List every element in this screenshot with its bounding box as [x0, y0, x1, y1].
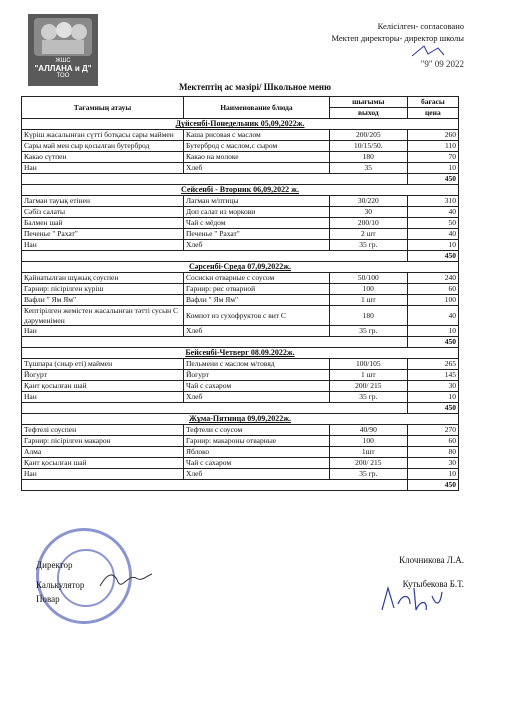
day-total: 450 — [407, 251, 458, 262]
dish-yield: 1шт — [329, 447, 407, 458]
dish-price: 60 — [407, 284, 458, 295]
dish-yield: 35 гр. — [329, 326, 407, 337]
logo-line3: ТОО — [56, 73, 70, 79]
dish-yield: 100 — [329, 284, 407, 295]
table-row — [22, 370, 459, 381]
dish-name-kz: Нан — [22, 326, 184, 337]
dish-name-kz: Нан — [22, 163, 184, 174]
dish-price: 40 — [407, 229, 458, 240]
day-heading-row — [22, 414, 459, 425]
day-title: Сәрсенбі-Среда 07,09,2022ж. — [22, 262, 459, 273]
header-row — [22, 97, 459, 108]
dish-yield: 100/105 — [329, 359, 407, 370]
dish-name-ru: Бутерброд с маслом,с сыром — [184, 141, 330, 152]
dish-yield: 2 шт — [329, 229, 407, 240]
dish-price: 110 — [407, 141, 458, 152]
table-row — [22, 207, 459, 218]
logo-emblem — [34, 18, 92, 56]
dish-yield: 35 гр. — [329, 469, 407, 480]
dish-name-ru: Чай с сахаром — [184, 458, 330, 469]
menu-body — [22, 119, 459, 491]
total-spacer — [22, 403, 408, 414]
label-cook: Повар — [36, 594, 60, 604]
dish-name-kz: Алма — [22, 447, 184, 458]
dish-name-ru: Яблоко — [184, 447, 330, 458]
table-row — [22, 458, 459, 469]
day-heading-row — [22, 185, 459, 196]
dish-yield: 1 шт — [329, 370, 407, 381]
approval-date: "9" 09 2022 — [420, 59, 464, 69]
total-spacer — [22, 480, 408, 491]
col-header-ru: Наименование блюда — [184, 97, 330, 119]
chef-figures-icon — [34, 18, 92, 56]
dish-name-kz: Тұшпара (сиыр еті) маймен — [22, 359, 184, 370]
dish-price: 70 — [407, 152, 458, 163]
col-header-yield-kz: шығымы — [329, 97, 407, 108]
col-header-kz: Тағамның атауы — [22, 97, 184, 119]
dish-yield: 30 — [329, 207, 407, 218]
table-row — [22, 326, 459, 337]
table-row — [22, 359, 459, 370]
dish-name-ru: Гарнир: макароны отварные — [184, 436, 330, 447]
dish-yield: 200/10 — [329, 218, 407, 229]
dish-yield: 40/90 — [329, 425, 407, 436]
dish-name-kz: Сары май мен сыр қосылған бутерброд — [22, 141, 184, 152]
logo-line1: ЖШС — [55, 58, 71, 64]
dish-name-ru: Сосиски отварные с соусом — [184, 273, 330, 284]
table-row — [22, 284, 459, 295]
dish-price: 30 — [407, 458, 458, 469]
day-total-row — [22, 337, 459, 348]
dish-price: 10 — [407, 469, 458, 480]
dish-price: 50 — [407, 218, 458, 229]
dish-name-ru: Хлеб — [184, 240, 330, 251]
dish-price: 40 — [407, 306, 458, 326]
approval-line2: Мектеп директоры- директор школы — [331, 33, 464, 43]
director-signature — [304, 44, 464, 58]
table-row — [22, 392, 459, 403]
dish-yield: 100 — [329, 436, 407, 447]
page-title: Мектептің ас мәзірі/ Школьное меню — [178, 82, 331, 92]
dish-yield: 35 гр. — [329, 240, 407, 251]
dish-name-ru: Каша рисовая с маслом — [184, 130, 330, 141]
dish-name-ru: Печенье " Рахат" — [184, 229, 330, 240]
day-total-row — [22, 403, 459, 414]
table-row — [22, 469, 459, 480]
dish-name-ru: Чай с мёдом — [184, 218, 330, 229]
dish-price: 10 — [407, 392, 458, 403]
total-spacer — [22, 337, 408, 348]
col-header-price-kz: бағасы — [407, 97, 458, 108]
dish-name-kz: Нан — [22, 240, 184, 251]
dish-yield: 180 — [329, 152, 407, 163]
cook-signature — [376, 582, 446, 616]
dish-price: 100 — [407, 295, 458, 306]
day-total: 450 — [407, 403, 458, 414]
table-row — [22, 130, 459, 141]
dish-name-ru: Хлеб — [184, 469, 330, 480]
dish-name-kz: Гарнир: пісірілген күріш — [22, 284, 184, 295]
dish-name-kz: Йогурт — [22, 370, 184, 381]
dish-name-kz: Какао сүтпен — [22, 152, 184, 163]
dish-name-kz: Күріш жасалынған сүтті ботқасы сары маймен — [22, 130, 184, 141]
col-header-yield-ru: выход — [329, 108, 407, 119]
dish-name-ru: Йогурт — [184, 370, 330, 381]
dish-name-ru: Лагман м/птицы — [184, 196, 330, 207]
table-row — [22, 229, 459, 240]
dish-yield: 30/220 — [329, 196, 407, 207]
table-row — [22, 240, 459, 251]
day-total-row — [22, 480, 459, 491]
name-director: Клочникова Л.А. — [399, 555, 464, 565]
dish-name-ru: Гарнир: рис отварной — [184, 284, 330, 295]
dish-price: 80 — [407, 447, 458, 458]
dish-name-ru: Хлеб — [184, 392, 330, 403]
dish-name-kz: Нан — [22, 469, 184, 480]
day-total-row — [22, 251, 459, 262]
dish-yield: 180 — [329, 306, 407, 326]
dish-price: 270 — [407, 425, 458, 436]
day-total-row — [22, 174, 459, 185]
col-header-price-ru: цена — [407, 108, 458, 119]
dish-name-kz: Қант қосылған шай — [22, 381, 184, 392]
dish-name-kz: Тефтелі соуспен — [22, 425, 184, 436]
table-row — [22, 218, 459, 229]
dish-name-kz: Сәбіз салаты — [22, 207, 184, 218]
dish-yield: 50/100 — [329, 273, 407, 284]
dish-price: 260 — [407, 130, 458, 141]
dish-yield: 35 гр. — [329, 392, 407, 403]
signature-labels — [36, 548, 84, 606]
dish-name-ru: Хлеб — [184, 326, 330, 337]
day-heading-row — [22, 262, 459, 273]
dish-price: 10 — [407, 240, 458, 251]
day-title: Дүйсенбі-Понедельник 05,09,2022ж. — [22, 119, 459, 130]
dish-price: 265 — [407, 359, 458, 370]
dish-yield: 200/ 215 — [329, 458, 407, 469]
dish-yield: 35 — [329, 163, 407, 174]
table-row — [22, 436, 459, 447]
name-calculator: Кутыбекова Б.Т. — [402, 579, 464, 589]
table-row — [22, 425, 459, 436]
table-row — [22, 152, 459, 163]
approval-block — [304, 20, 464, 70]
dish-name-kz: Нан — [22, 392, 184, 403]
dish-price: 30 — [407, 381, 458, 392]
table-row — [22, 163, 459, 174]
dish-price: 310 — [407, 196, 458, 207]
dish-name-kz: Балмен шай — [22, 218, 184, 229]
table-row — [22, 306, 459, 326]
dish-name-kz: Печенье " Рахат" — [22, 229, 184, 240]
dish-yield: 200/ 215 — [329, 381, 407, 392]
dish-name-ru: Компот из сухофруктов с вит С — [184, 306, 330, 326]
day-title: Сейсенбі - Вторник 06,09,2022 ж. — [22, 185, 459, 196]
dish-name-ru: Чай с сахаром — [184, 381, 330, 392]
dish-name-ru: Какао на молоке — [184, 152, 330, 163]
dish-price: 60 — [407, 436, 458, 447]
dish-name-kz: Қант қосылған шай — [22, 458, 184, 469]
dish-name-ru: Тефтели с соусом — [184, 425, 330, 436]
dish-price: 10 — [407, 326, 458, 337]
approval-line1: Келісілген- согласовано — [377, 21, 464, 31]
dish-name-ru: Вафли " Ям Ям" — [184, 295, 330, 306]
table-row — [22, 381, 459, 392]
day-total: 450 — [407, 480, 458, 491]
table-row — [22, 447, 459, 458]
total-spacer — [22, 174, 408, 185]
dish-yield: 1 шт — [329, 295, 407, 306]
day-heading-row — [22, 348, 459, 359]
dish-price: 240 — [407, 273, 458, 284]
logo-line2: "АЛЛАНА и Д" — [34, 64, 92, 73]
day-title: Бейсенбі-Четверг 08.09.2022ж. — [22, 348, 459, 359]
dish-yield: 10/15/50. — [329, 141, 407, 152]
dish-name-kz: Кептірілген жемістен жасалынған тәтті сусын С дәруменімен — [22, 306, 184, 326]
dish-name-kz: Лагман тауық етінен — [22, 196, 184, 207]
label-calculator: Калькулятор — [36, 580, 85, 590]
dish-name-ru: Хлеб — [184, 163, 330, 174]
dish-name-kz: Вафли " Ям Ям" — [22, 295, 184, 306]
table-row — [22, 295, 459, 306]
dish-price: 145 — [407, 370, 458, 381]
label-director: Директор — [36, 560, 73, 570]
total-spacer — [22, 251, 408, 262]
menu-table — [21, 96, 459, 491]
day-total: 450 — [407, 174, 458, 185]
dish-name-kz: Қайнатылған шұжық соуспен — [22, 273, 184, 284]
dish-name-ru: Пельмени с маслом м/говяд — [184, 359, 330, 370]
dish-price: 40 — [407, 207, 458, 218]
day-total: 450 — [407, 337, 458, 348]
dish-name-kz: Гарнир: пісірілген макарон — [22, 436, 184, 447]
day-title: Жұма-Пятница 09,09,2022ж. — [22, 414, 459, 425]
day-heading-row — [22, 119, 459, 130]
dish-yield: 200/205 — [329, 130, 407, 141]
dish-price: 10 — [407, 163, 458, 174]
dish-name-ru: Доп салат из моркови — [184, 207, 330, 218]
table-row — [22, 273, 459, 284]
company-logo — [28, 14, 98, 86]
table-row — [22, 196, 459, 207]
calculator-signature — [96, 568, 156, 592]
table-row — [22, 141, 459, 152]
